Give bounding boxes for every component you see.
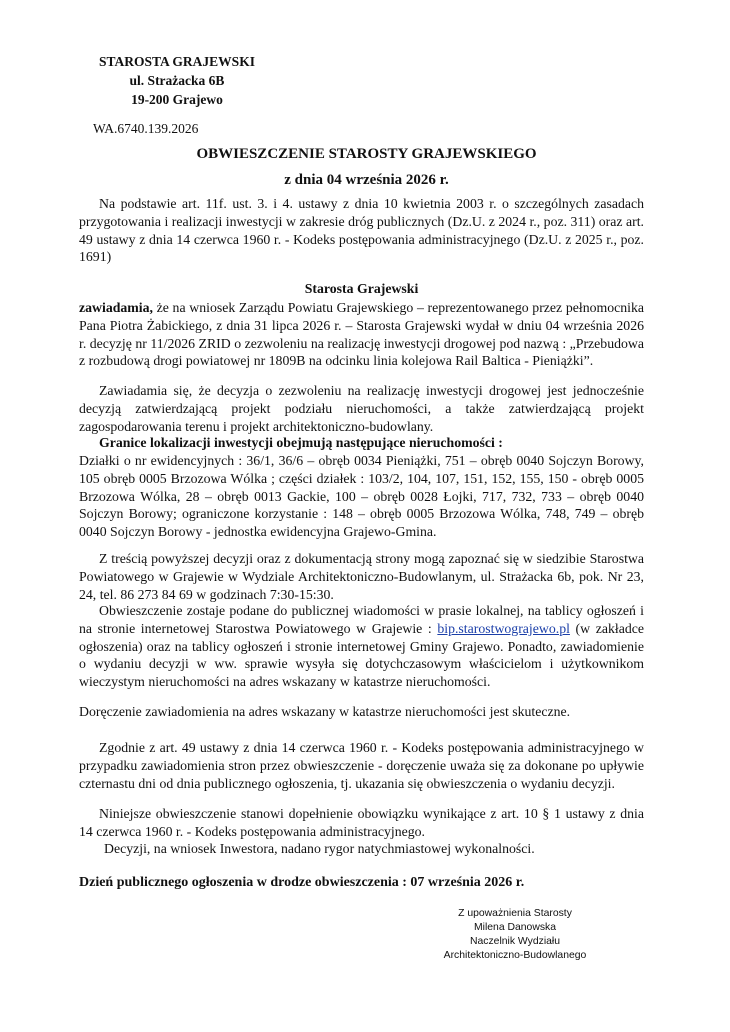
publication-paragraph: [79, 602, 644, 691]
delivery-paragraph: Doręczenie zawiadomienia na adres wskazany w katastrze nieruchomości jest skuteczne.: [79, 704, 571, 719]
authority-heading: Starosta Grajewski: [304, 281, 419, 296]
legal-basis-paragraph: Na podstawie art. 11f. ust. 3. i 4. ustawy z dnia 10 kwietnia 2003 r. o szczególnych zasadach przygotowania i realizacji inwestycji w zakresie dróg publicznych (Dz.U. z 2024 r., poz. 311) oraz art. 49 ustawy z dnia 14 czerwca 1960 r. - Kodeks postępowania administracyjnego (Dz.U. z 2025 r., poz. 1691): [79, 196, 644, 265]
notice-text: że na wniosek Zarządu Powiatu Grajewskiego – reprezentowanego przez pełnomocnika Pana Piotra Żabickiego, z dnia 31 lipca 2026 r. – Starosta Grajewski wydał w dniu 04 września 2026 r. decyzję nr 11/2026 ZRID o zezwoleniu na realizację inwestycji drogowej pod nazwą : „Przebudowa z rozbudową drogi powiatowej nr 1809B na odcinku linia kolejowa Rail Baltica - Pieniążki”.: [79, 300, 644, 369]
signatory-name: Milena Danowska: [473, 922, 556, 933]
signatory-department: Architektoniczno-Budowlanego: [443, 950, 587, 961]
signatory-block: [430, 907, 600, 963]
document-title: OBWIESZCZENIE STAROSTY GRAJEWSKIEGO: [196, 146, 537, 162]
art49-paragraph: Zgodnie z art. 49 ustawy z dnia 14 czerwca 1960 r. - Kodeks postępowania administracyjnego w przypadku zawiadomienia stron przez obwieszczenie - doręczenie uważa się za dokonane po upływie czternastu dni od dnia publicznego ogłoszenia, tj. ukazania się obwieszczenia o wydaniu decyzji.: [79, 740, 644, 791]
publication-text-start: Obwieszczenie zostaje podane do publicznej wiadomości w prasie lokalnej, na tablicy ogłoszeń i na stronie internetowej Starostwa Powiatowego w Grajewie :: [79, 603, 644, 636]
notice-paragraph: [79, 299, 644, 370]
bip-link[interactable]: bip.starostwograjewo.pl: [437, 620, 570, 636]
signatory-title: Naczelnik Wydziału: [470, 936, 560, 947]
access-paragraph: Z treścią powyższej decyzji oraz z dokumentacją strony mogą zapoznać się w siedzibie Starostwa Powiatowego w Grajewie w Wydziale Architektoniczno-Budowlanym, ul. Strażacka 6b, pok. Nr 23, 24, tel. 86 273 84 69 w godzinach 7:30-15:30.: [79, 551, 644, 602]
office-city: 19-200 Grajewo: [131, 92, 223, 107]
notice-lead: zawiadamia,: [79, 300, 153, 315]
publication-text-end: (w zakładce ogłoszenia) oraz na tablicy ogłoszeń i stronie internetowej Gminy Grajewo. Ponadto, zawiadomienie o wydaniu decyzji w ww. sprawie wysyła się dotychczasowym właścicielom i użytkownikom wieczystym nieruchomości na adres wskazany w katastrze nieruchomości.: [79, 620, 644, 690]
public-day-line: Dzień publicznego ogłoszenia w drodze obwieszczenia : 07 września 2026 r.: [79, 875, 525, 890]
document-date: z dnia 04 września 2026 r.: [284, 172, 449, 188]
office-header: [91, 52, 263, 109]
rigor-paragraph: Decyzji, na wniosek Inwestora, nadano rygor natychmiastowej wykonalności.: [104, 841, 535, 856]
signatory-authorization: Z upoważnienia Starosty: [458, 908, 572, 919]
office-name: STAROSTA GRAJEWSKI: [99, 54, 255, 69]
boundaries-heading: Granice lokalizacji inwestycji obejmują następujące nieruchomości :: [99, 435, 503, 450]
case-signature: WA.6740.139.2026: [93, 121, 199, 136]
office-street: ul. Strażacka 6B: [129, 73, 225, 88]
notice2-paragraph: Zawiadamia się, że decyzja o zezwoleniu na realizację inwestycji drogowej jest jednocześnie decyzją zatwierdzającą projekt podziału nieruchomości, a także zatwierdzającą projekt zagospodarowania terenu i projekt architektoniczno-budowlany.: [79, 383, 644, 434]
parcels-paragraph: Działki o nr ewidencyjnych : 36/1, 36/6 – obręb 0034 Pieniążki, 751 – obręb 0040 Sojczyn Borowy, 105 obręb 0005 Brzozowa Wólka ; części działek : 103/2, 104, 107, 151, 152, 155, 150 - obręb 0005 Brzozowa Wólka, 28 – obręb 0013 Gackie, 100 – obręb 0028 Łojki, 717, 732, 733 – obręb 0040 Sojczyn Borowy; ograniczone korzystanie : 148 – obręb 0005 Brzozowa Wólka, 748, 749 – obręb 0040 Sojczyn Borowy - jednostka ewidencyjna Grajewo-Gmina.: [79, 453, 644, 540]
obligation-paragraph: Niniejsze obwieszczenie stanowi dopełnienie obowiązku wynikające z art. 10 § 1 ustawy z dnia 14 czerwca 1960 r. - Kodeks postępowania administracyjnego.: [79, 806, 644, 839]
